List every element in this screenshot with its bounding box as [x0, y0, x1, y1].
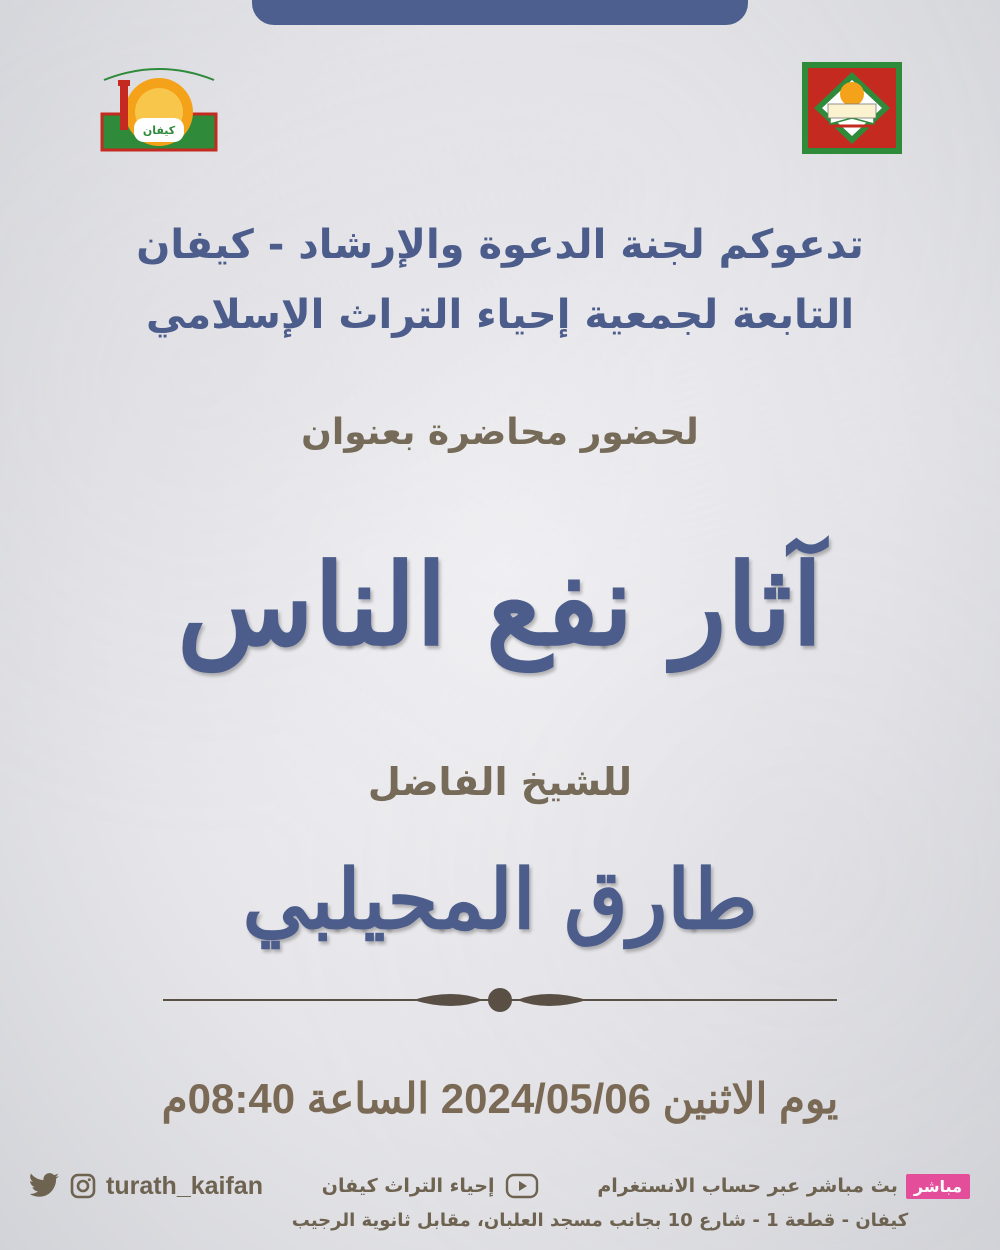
social-handle-group [30, 1172, 263, 1201]
footer-social-row [30, 1166, 970, 1206]
lecture-title: آثار نفع الناس [177, 540, 823, 671]
logo-left-caption: كيفان [142, 124, 176, 137]
live-stream-text: بث مباشر عبر حساب الانستغرام [597, 1175, 898, 1197]
invite-line-2: التابعة لجمعية إحياء التراث الإسلامي [145, 292, 855, 338]
speaker-honorific: للشيخ الفاضل [367, 760, 633, 804]
speaker-name: طارق المحيلبي [242, 852, 758, 948]
committee-logo [98, 66, 220, 154]
youtube-icon[interactable] [505, 1173, 539, 1199]
invite-line-1: تدعوكم لجنة الدعوة والإرشاد - كيفان [136, 222, 864, 268]
twitter-icon[interactable] [30, 1173, 60, 1199]
lecture-intro: لحضور محاضرة بعنوان [301, 412, 699, 453]
top-banner-bar [252, 0, 748, 25]
instagram-handle[interactable]: turath_kaifan [106, 1171, 263, 1200]
live-badge: مباشر [906, 1174, 970, 1199]
youtube-group [322, 1173, 539, 1199]
event-datetime: يوم الاثنين 2024/05/06 الساعة 08:40م [161, 1075, 839, 1122]
event-address: كيفان - قطعة 1 - شارع 10 بجانب مسجد العلبان، مقابل ثانوية الرجيب [291, 1210, 909, 1231]
instagram-icon[interactable] [70, 1173, 96, 1199]
youtube-channel-name[interactable]: إحياء التراث كيفان [321, 1175, 495, 1197]
live-stream-group [597, 1174, 970, 1199]
ornamental-divider [163, 985, 837, 1015]
society-logo [800, 60, 904, 156]
